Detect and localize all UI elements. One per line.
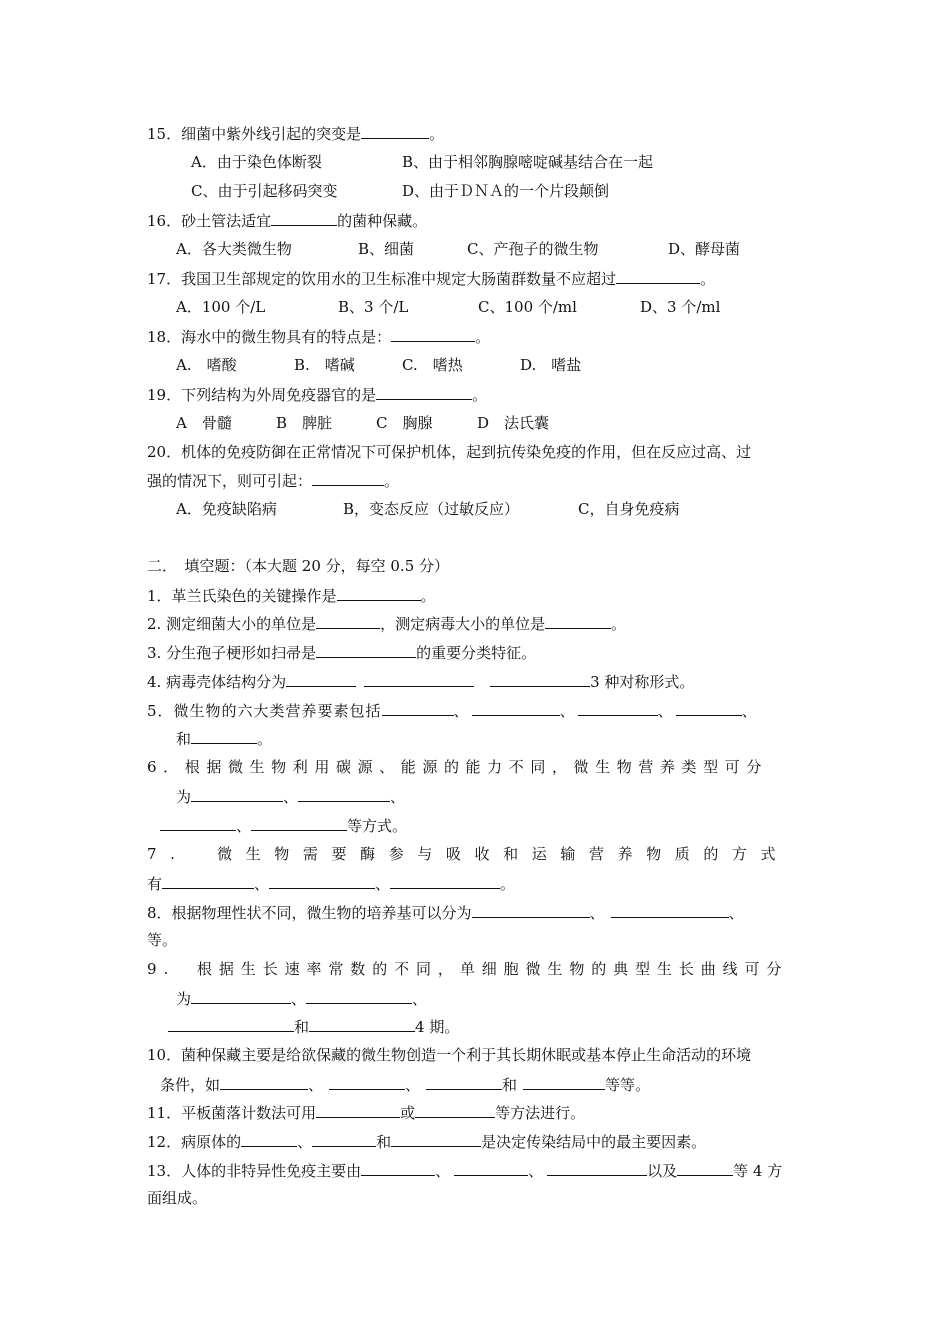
- answer-blank[interactable]: [298, 786, 390, 802]
- answer-blank[interactable]: [361, 123, 429, 139]
- option-c: C、100 个/ml: [478, 298, 577, 316]
- answer-blank[interactable]: [454, 1160, 528, 1176]
- answer-blank[interactable]: [361, 1160, 435, 1176]
- answer-blank[interactable]: [191, 786, 283, 802]
- fill-question-7-continued: 有 、 、 。: [147, 875, 516, 893]
- answer-blank[interactable]: [545, 613, 611, 629]
- option-d: D. 嗜盐: [520, 356, 582, 374]
- answer-blank[interactable]: [472, 902, 590, 918]
- answer-blank[interactable]: [490, 671, 590, 687]
- answer-blank[interactable]: [472, 700, 560, 716]
- answer-blank[interactable]: [220, 1074, 308, 1090]
- fill-question-9: 9. 根据生长速率常数的不同，单细胞微生物的典型生长曲线可分: [147, 960, 789, 978]
- answer-blank[interactable]: [241, 1131, 297, 1147]
- fill-question-13-continued: 面组成。: [147, 1189, 208, 1207]
- answer-blank[interactable]: [269, 873, 375, 889]
- fill-question-1: 1．革兰氏染色的关键操作是 。: [147, 587, 436, 605]
- answer-blank[interactable]: [312, 1131, 376, 1147]
- question-20: 20．机体的免疫防御在正常情况下可保护机体，起到抗传染免疫的作用，但在反应过高、过: [147, 443, 752, 461]
- answer-blank[interactable]: [316, 1102, 400, 1118]
- answer-blank[interactable]: [391, 326, 475, 342]
- answer-blank[interactable]: [286, 671, 356, 687]
- option-d: D、酵母菌: [668, 240, 741, 258]
- fill-question-3: 3. 分生孢子梗形如扫帚是 的重要分类特征。: [147, 644, 537, 662]
- option-c: C、产孢子的微生物: [467, 240, 599, 258]
- option-c: C 胸腺: [376, 414, 433, 432]
- option-a: A 骨髓: [176, 414, 232, 432]
- answer-blank[interactable]: [677, 1160, 733, 1176]
- option-c: C、由于引起移码突变: [191, 182, 338, 200]
- answer-blank[interactable]: [162, 873, 254, 889]
- fill-question-12: 12．病原体的 、 和 是决定传染结局中的最主要因素。: [147, 1133, 707, 1151]
- option-a: A. 嗜酸: [176, 356, 237, 374]
- option-a: A．由于染色体断裂: [191, 153, 322, 171]
- fill-question-9-continued-2: 和 4 期。: [168, 1016, 459, 1037]
- question-17: 17．我国卫生部规定的饮用水的卫生标准中规定大肠菌群数量不应超过 。: [147, 270, 716, 288]
- answer-blank[interactable]: [676, 700, 742, 716]
- option-a: A．免疫缺陷病: [176, 500, 277, 518]
- option-a: A．100 个/L: [176, 298, 266, 316]
- fill-question-10-continued: 条件，如 、 、 和 等等。: [160, 1076, 651, 1094]
- option-b: B、由于相邻胸腺嘧啶碱基结合在一起: [402, 153, 654, 171]
- answer-blank[interactable]: [312, 470, 384, 486]
- answer-blank[interactable]: [191, 988, 291, 1004]
- option-c: C，自身免疫病: [578, 500, 680, 518]
- answer-blank[interactable]: [390, 873, 500, 889]
- fill-question-2: 2. 测定细菌大小的单位是 ，测定病毒大小的单位是 。: [147, 615, 627, 633]
- answer-blank[interactable]: [364, 671, 474, 687]
- option-a: A．各大类微生物: [176, 240, 292, 258]
- fill-question-8-continued: 等。: [147, 931, 178, 949]
- answer-blank[interactable]: [168, 1016, 294, 1032]
- option-c: C. 嗜热: [402, 356, 463, 374]
- answer-blank[interactable]: [426, 1074, 502, 1090]
- answer-blank[interactable]: [191, 728, 257, 744]
- option-b: B、细菌: [358, 240, 415, 258]
- option-b: B，变态反应（过敏反应）: [343, 500, 520, 518]
- answer-blank[interactable]: [547, 1160, 647, 1176]
- option-d: D、由于ＤＮＡ的一个片段颠倒: [402, 182, 610, 200]
- fill-question-6-continued-2: 、 等方式。: [160, 815, 407, 836]
- fill-question-11: 11．平板菌落计数法可用 或 等方法进行。: [147, 1104, 586, 1122]
- answer-blank[interactable]: [415, 1102, 495, 1118]
- answer-blank[interactable]: [376, 384, 472, 400]
- section-heading: 二． 填空题：（本大题 20 分，每空 0.5 分）: [147, 557, 450, 575]
- answer-blank[interactable]: [616, 268, 700, 284]
- answer-blank[interactable]: [578, 700, 658, 716]
- answer-blank[interactable]: [391, 1131, 481, 1147]
- answer-blank[interactable]: [329, 1074, 405, 1090]
- answer-blank[interactable]: [611, 902, 729, 918]
- fill-question-8: 8．根据物理性状不同，微生物的培养基可以分为 、 、: [147, 904, 744, 922]
- answer-blank[interactable]: [271, 210, 337, 226]
- fill-question-6-continued: 为 、 、: [176, 788, 406, 806]
- option-b: B. 嗜碱: [294, 356, 355, 374]
- answer-blank[interactable]: [160, 815, 236, 831]
- option-d: D、3 个/ml: [640, 298, 721, 316]
- answer-blank[interactable]: [337, 585, 421, 601]
- answer-blank[interactable]: [316, 642, 416, 658]
- question-15: 15．细菌中紫外线引起的突变是 。: [147, 125, 445, 143]
- fill-question-10: 10．菌种保藏主要是给欲保藏的微生物创造一个利于其长期休眠或基本停止生命活动的环境: [147, 1046, 752, 1064]
- question-19: 19．下列结构为外周免疫器官的是 。: [147, 386, 488, 404]
- fill-question-7: 7. 微生物需要酶参与吸收和运输营养物质的方式: [147, 845, 790, 863]
- answer-blank[interactable]: [382, 700, 454, 716]
- fill-question-9-continued: 为 、 、: [176, 990, 428, 1008]
- answer-blank[interactable]: [523, 1074, 605, 1090]
- fill-question-5: 5．微生物的六大类营养要素包括 、 、 、 、: [147, 702, 758, 720]
- option-d: D 法氏囊: [477, 414, 550, 432]
- fill-question-5-continued: 和 。: [176, 730, 273, 748]
- question-16: 16．砂土管法适宜 的菌种保藏。: [147, 212, 428, 230]
- question-20-continued: 强的情况下，则可引起： 。: [147, 472, 400, 490]
- option-b: B、3 个/L: [338, 298, 409, 316]
- answer-blank[interactable]: [251, 815, 347, 831]
- question-18: 18．海水中的微生物具有的特点是： 。: [147, 328, 491, 346]
- fill-question-6: 6．根据微生物利用碳源、能源的能力不同，微生物营养类型可分: [147, 758, 768, 776]
- fill-question-4: 4. 病毒壳体结构分为 3 种对称形式。: [147, 673, 695, 691]
- fill-question-13: 13．人体的非特异性免疫主要由 、 、 以及 等 4 方: [147, 1162, 783, 1180]
- answer-blank[interactable]: [316, 613, 380, 629]
- answer-blank[interactable]: [309, 1016, 415, 1032]
- answer-blank[interactable]: [306, 988, 412, 1004]
- option-b: B 脾脏: [276, 414, 333, 432]
